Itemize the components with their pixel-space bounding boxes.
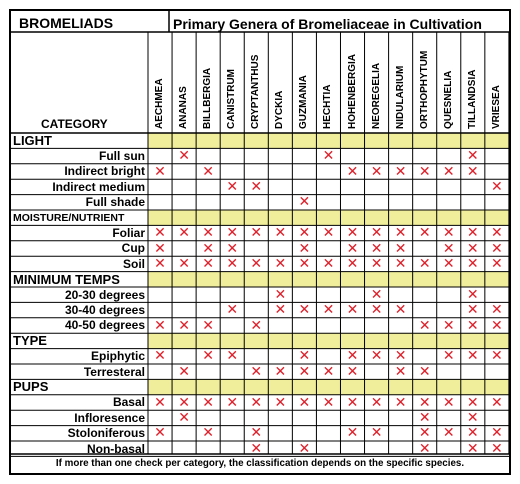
check-mark: ✕	[154, 255, 166, 272]
genus-header: AECHMEA	[154, 78, 166, 129]
check-mark: ✕	[154, 317, 166, 334]
genus-header: GUZMANIA	[298, 75, 310, 129]
check-mark: ✕	[250, 178, 263, 195]
footnote: If more than one check per category, the classification depends on the specific species.	[55, 458, 465, 469]
check-mark: ✕	[226, 178, 239, 195]
check-mark: ✕	[154, 394, 166, 411]
check-mark: ✕	[442, 394, 455, 411]
check-mark: ✕	[418, 225, 431, 242]
check-mark: ✕	[226, 240, 239, 257]
section-fill	[148, 210, 509, 225]
row-label: Indirect bright	[64, 164, 145, 179]
genus-header: DYCKIA	[274, 90, 286, 129]
check-mark: ✕	[466, 440, 479, 457]
check-mark: ✕	[466, 394, 479, 411]
row-label: Full sun	[99, 148, 145, 163]
row-label: Basal	[112, 395, 145, 410]
chart-title: BROMELIADS	[19, 15, 114, 31]
check-mark: ✕	[322, 302, 335, 319]
check-mark: ✕	[394, 302, 407, 319]
check-mark: ✕	[466, 348, 479, 365]
check-mark: ✕	[346, 425, 359, 442]
check-mark: ✕	[274, 394, 287, 411]
check-mark: ✕	[370, 394, 383, 411]
check-mark: ✕	[346, 163, 359, 180]
genus-header: CANISTRUM	[226, 69, 238, 129]
row-label: Foliar	[112, 225, 145, 240]
check-mark: ✕	[298, 302, 311, 319]
check-mark: ✕	[442, 317, 455, 334]
genus-header: ORTHOPHYTUM	[418, 50, 430, 129]
check-mark: ✕	[466, 302, 479, 319]
row-label: Soil	[122, 256, 145, 271]
check-mark: ✕	[370, 348, 383, 365]
check-mark: ✕	[490, 348, 503, 365]
check-mark: ✕	[322, 363, 335, 380]
genus-header: CRYPTANTHUS	[250, 54, 262, 129]
check-mark: ✕	[250, 440, 263, 457]
check-mark: ✕	[226, 302, 239, 319]
check-mark: ✕	[202, 394, 214, 411]
bromeliad-chart	[9, 9, 511, 475]
row-label: 40-50 degrees	[64, 318, 145, 333]
check-mark: ✕	[154, 425, 166, 442]
check-mark: ✕	[250, 225, 263, 242]
check-mark: ✕	[322, 255, 335, 272]
check-mark: ✕	[418, 317, 431, 334]
check-mark: ✕	[226, 394, 239, 411]
check-mark: ✕	[394, 225, 407, 242]
section-title: MOISTURE/NUTRIENT	[13, 211, 125, 224]
check-mark: ✕	[394, 394, 407, 411]
genus-header: NEOREGELIA	[370, 62, 382, 129]
check-mark: ✕	[298, 225, 311, 242]
check-mark: ✕	[346, 225, 359, 242]
genus-header: ANANAS	[178, 86, 190, 129]
genus-header: HECHTIA	[322, 84, 334, 129]
check-mark: ✕	[178, 255, 190, 272]
row-label: Indirect medium	[52, 179, 145, 194]
check-mark: ✕	[154, 163, 166, 180]
category-label: CATEGORY	[41, 117, 108, 131]
check-mark: ✕	[442, 225, 455, 242]
check-mark: ✕	[202, 255, 214, 272]
check-mark: ✕	[442, 255, 455, 272]
check-mark: ✕	[418, 394, 431, 411]
check-mark: ✕	[250, 425, 263, 442]
check-mark: ✕	[490, 225, 503, 242]
check-mark: ✕	[442, 163, 455, 180]
check-mark: ✕	[322, 394, 335, 411]
genus-header: NIDULARIUM	[394, 65, 406, 129]
check-mark: ✕	[466, 148, 479, 165]
check-mark: ✕	[202, 240, 214, 257]
check-mark: ✕	[298, 363, 311, 380]
check-mark: ✕	[298, 255, 311, 272]
check-mark: ✕	[178, 225, 190, 242]
check-mark: ✕	[298, 240, 311, 257]
section-fill	[148, 379, 509, 394]
check-mark: ✕	[466, 225, 479, 242]
check-mark: ✕	[466, 317, 479, 334]
check-mark: ✕	[442, 348, 455, 365]
check-mark: ✕	[394, 255, 407, 272]
check-mark: ✕	[226, 348, 239, 365]
row-label: Terresteral	[83, 364, 145, 379]
check-mark: ✕	[154, 225, 166, 242]
check-mark: ✕	[466, 240, 479, 257]
check-mark: ✕	[370, 286, 383, 303]
check-mark: ✕	[346, 302, 359, 319]
row-label: 20-30 degrees	[64, 287, 145, 302]
check-mark: ✕	[370, 255, 383, 272]
check-mark: ✕	[154, 348, 166, 365]
row-label: Epiphytic	[90, 349, 145, 364]
check-mark: ✕	[322, 148, 335, 165]
check-mark: ✕	[442, 425, 455, 442]
check-mark: ✕	[226, 255, 239, 272]
check-mark: ✕	[346, 240, 359, 257]
check-mark: ✕	[322, 225, 335, 242]
row-label: Cup	[121, 241, 145, 256]
check-mark: ✕	[490, 425, 503, 442]
check-mark: ✕	[490, 302, 503, 319]
row-label: Non-basal	[86, 441, 145, 456]
row-label: 30-40 degrees	[64, 302, 145, 317]
check-mark: ✕	[490, 240, 503, 257]
check-mark: ✕	[274, 225, 287, 242]
check-mark: ✕	[202, 425, 214, 442]
check-mark: ✕	[418, 409, 431, 426]
check-mark: ✕	[394, 363, 407, 380]
check-mark: ✕	[370, 163, 383, 180]
section-title: MINIMUM TEMPS	[13, 271, 120, 287]
check-mark: ✕	[394, 240, 407, 257]
check-mark: ✕	[490, 317, 503, 334]
check-mark: ✕	[466, 163, 479, 180]
genus-header: BILLBERGIA	[202, 67, 214, 129]
check-mark: ✕	[178, 394, 190, 411]
check-mark: ✕	[202, 163, 214, 180]
section-fill	[148, 333, 509, 348]
genus-header: TILLANDSIA	[466, 69, 478, 129]
check-mark: ✕	[346, 348, 359, 365]
check-mark: ✕	[394, 163, 407, 180]
check-mark: ✕	[250, 363, 263, 380]
check-mark: ✕	[178, 409, 190, 426]
check-mark: ✕	[418, 255, 431, 272]
section-title: LIGHT	[13, 133, 52, 148]
check-mark: ✕	[418, 163, 431, 180]
section-title: TYPE	[13, 333, 47, 349]
check-mark: ✕	[226, 225, 239, 242]
check-mark: ✕	[370, 225, 383, 242]
check-mark: ✕	[370, 240, 383, 257]
check-mark: ✕	[274, 286, 287, 303]
check-mark: ✕	[298, 348, 311, 365]
check-mark: ✕	[466, 255, 479, 272]
section-fill	[148, 133, 509, 148]
check-mark: ✕	[274, 363, 287, 380]
genus-header: VRIESEA	[490, 85, 502, 129]
check-mark: ✕	[466, 409, 479, 426]
check-mark: ✕	[490, 394, 503, 411]
check-mark: ✕	[490, 178, 503, 195]
check-mark: ✕	[442, 240, 455, 257]
check-mark: ✕	[298, 194, 311, 211]
check-mark: ✕	[178, 363, 190, 380]
check-mark: ✕	[418, 425, 431, 442]
row-label: Infloresence	[74, 410, 145, 425]
check-mark: ✕	[346, 255, 359, 272]
check-mark: ✕	[466, 286, 479, 303]
check-mark: ✕	[178, 148, 190, 165]
check-mark: ✕	[250, 317, 263, 334]
check-mark: ✕	[274, 302, 287, 319]
check-mark: ✕	[346, 363, 359, 380]
check-mark: ✕	[394, 348, 407, 365]
check-mark: ✕	[370, 425, 383, 442]
check-mark: ✕	[298, 440, 311, 457]
chart-subtitle: Primary Genera of Bromeliaceae in Cultivation	[173, 16, 482, 32]
check-mark: ✕	[418, 440, 431, 457]
check-mark: ✕	[418, 363, 431, 380]
check-mark: ✕	[466, 425, 479, 442]
check-mark: ✕	[346, 394, 359, 411]
check-mark: ✕	[154, 240, 166, 257]
check-mark: ✕	[178, 317, 190, 334]
check-mark: ✕	[250, 255, 263, 272]
check-mark: ✕	[490, 440, 503, 457]
check-mark: ✕	[202, 348, 214, 365]
check-mark: ✕	[250, 394, 263, 411]
section-fill	[148, 272, 509, 287]
check-mark: ✕	[298, 394, 311, 411]
check-mark: ✕	[274, 255, 287, 272]
genus-header: QUESNELIA	[442, 70, 454, 129]
row-label: Full shade	[85, 195, 145, 210]
section-title: PUPS	[13, 379, 49, 395]
check-mark: ✕	[202, 225, 214, 242]
check-mark: ✕	[490, 255, 503, 272]
check-mark: ✕	[202, 317, 214, 334]
row-label: Stoloniferous	[67, 426, 145, 441]
genus-header: HOHENBERGIA	[346, 53, 358, 129]
check-mark: ✕	[370, 302, 383, 319]
